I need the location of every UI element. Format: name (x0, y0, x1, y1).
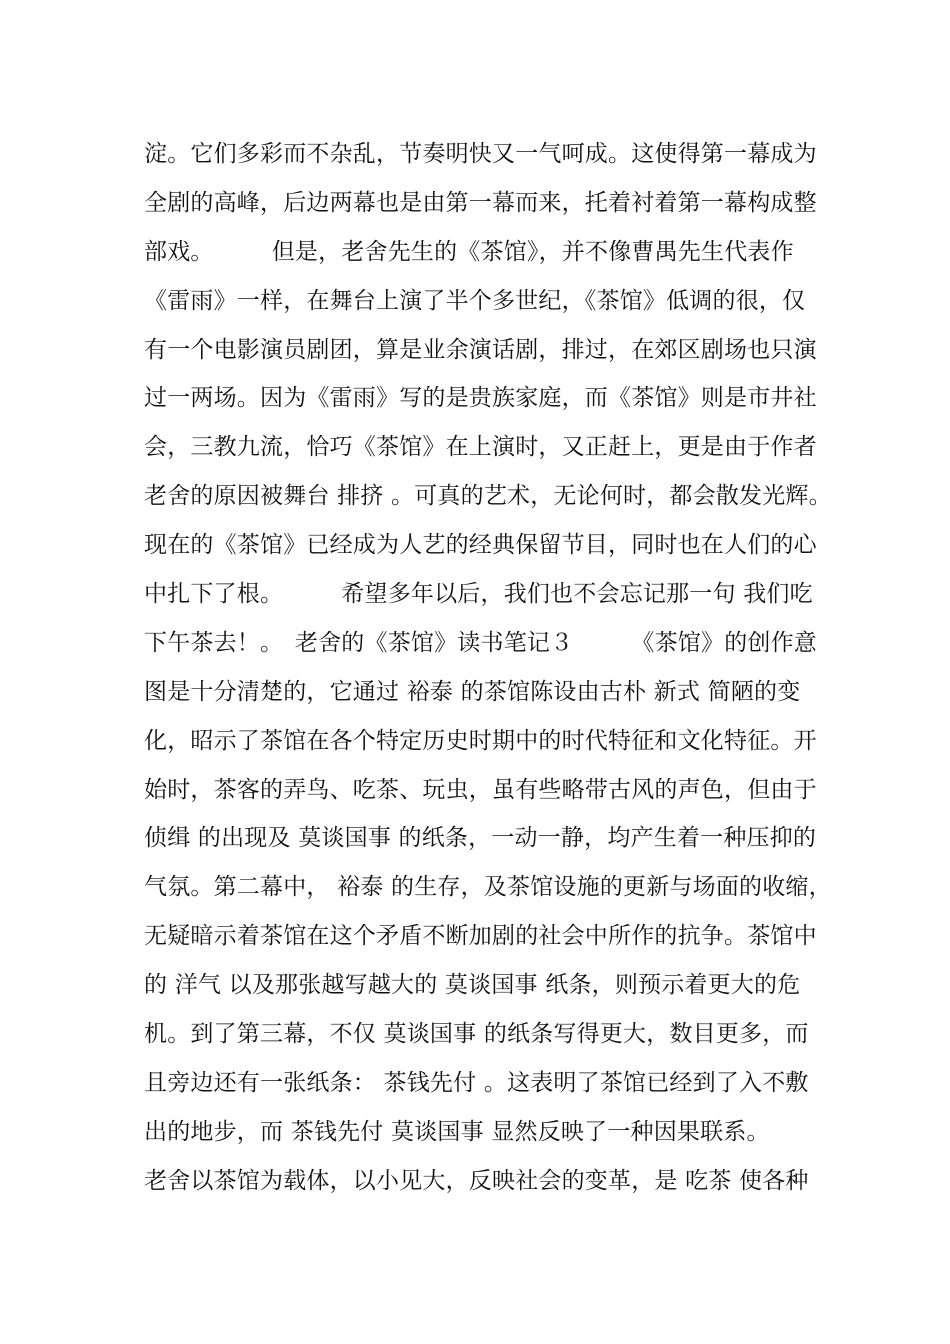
text-line: 《雷雨》一样，在舞台上演了半个多世纪，《茶馆》低调的很，仅 (144, 287, 806, 314)
text-line: 淀。它们多彩而不杂乱，节奏明快又一气呵成。这使得第一幕成为 (144, 141, 817, 167)
text-line: 的 洋气 以及那张越写越大的 莫谈国事 纸条，则预示着更大的危 (144, 972, 801, 999)
text-line: 中扎下了根。 希望多年以后，我们也不会忘记那一句 我们吃 (144, 581, 813, 608)
text-line: 图是十分清楚的，它通过 裕泰 的茶馆陈设由古朴 新式 简陋的变 (144, 678, 801, 705)
text-line: 且旁边还有一张纸条： 茶钱先付 。这表明了茶馆已经到了入不敷 (144, 1069, 809, 1096)
text-line: 全剧的高峰，后边两幕也是由第一幕而来，托着衬着第一幕构成整 (144, 189, 817, 216)
text-line: 气氛。第二幕中， 裕泰 的生存，及茶馆设施的更新与场面的收缩， (144, 874, 832, 901)
text-line: 过一两场。因为《雷雨》写的是贵族家庭，而《茶馆》则是市井社 (144, 385, 817, 412)
text-line: 化，昭示了茶馆在各个特定历史时期中的时代特征和文化特征。开 (144, 727, 817, 754)
text-line: 下午茶去！。 老舍的《茶馆》读书笔记３ 《茶馆》的创作意 (144, 629, 817, 656)
text-line: 有一个电影演员剧团，算是业余演话剧，排过，在郊区剧场也只演 (144, 336, 817, 363)
text-line: 无疑暗示着茶馆在这个矛盾不断加剧的社会中所作的抗争。茶馆中 (144, 923, 817, 950)
text-line: 现在的《茶馆》已经成为人艺的经典保留节目，同时也在人们的心 (144, 532, 817, 559)
text-line: 侦缉 的出现及 莫谈国事 的纸条，一动一静，均产生着一种压抑的 (144, 825, 817, 852)
text-line: 会，三教九流，恰巧《茶馆》在上演时，又正赶上，更是由于作者 (144, 434, 817, 461)
text-line: 始时，茶客的弄鸟、吃茶、玩虫，虽有些略带古风的声色，但由于 (144, 776, 817, 803)
text-line: 机。到了第三幕，不仅 莫谈国事 的纸条写得更大，数目更多，而 (144, 1021, 809, 1048)
text-line: 出的地步，而 茶钱先付 莫谈国事 显然反映了一种因果联系。 (144, 1118, 770, 1145)
text-line: 老舍的原因被舞台 排挤 。可真的艺术，无论何时，都会散发光辉。 (144, 483, 832, 510)
body-text (144, 130, 844, 1206)
text-line: 部戏。 但是，老舍先生的《茶馆》，并不像曹禺先生代表作 (144, 238, 794, 265)
text-line: 老舍以茶馆为载体，以小见大，反映社会的变革，是 吃茶 使各种 (144, 1167, 809, 1194)
